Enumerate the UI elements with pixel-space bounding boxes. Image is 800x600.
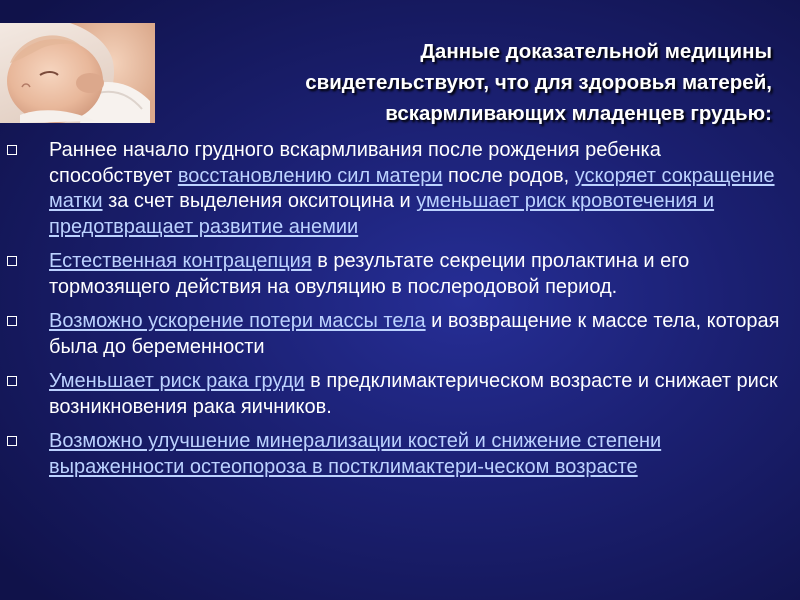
- title-line-3: вскармливающих младенцев грудью:: [385, 102, 772, 125]
- bullet-text: и возвращение к массе тела, которая была до беременности: [49, 310, 780, 358]
- hollow-square-icon: [7, 145, 17, 155]
- hollow-square-icon: [7, 376, 17, 386]
- hollow-square-icon: [7, 436, 17, 446]
- hyperlink-text[interactable]: восстановлению сил матери: [177, 164, 443, 187]
- bullet-text: за счет выделения окситоцина и: [102, 190, 417, 212]
- bullet-text: Раннее начало грудного вскармливания после рождения ребенка способствует: [49, 139, 661, 187]
- bullet-item-contraception: [0, 249, 800, 300]
- bullet-text: в результате секреции пролактина и его тормозящего действия на овуляцию в послеродовой период.: [49, 250, 690, 298]
- hyperlink-text[interactable]: Возможно ускорение потери массы тела: [49, 310, 426, 332]
- hyperlink-text[interactable]: ускоряет сокращение матки: [49, 164, 775, 212]
- hyperlink-text[interactable]: Естественная контрацепция: [49, 250, 312, 272]
- title-line-1: Данные доказательной медицины: [420, 40, 772, 63]
- breastfeeding-photo: [0, 23, 155, 123]
- hyperlink-text[interactable]: Возможно улучшение минерализации костей и снижение степени выраженности остеопороза в постклимактери-ческом возрасте: [49, 430, 662, 478]
- title-line-2: свидетельствуют, что для здоровья матерей,: [305, 71, 772, 94]
- hyperlink-text[interactable]: уменьшает риск кровотечения и предотвращает развитие анемии: [49, 190, 715, 238]
- mother-baby-image: [0, 23, 155, 123]
- hollow-square-icon: [7, 256, 17, 266]
- benefits-list: [0, 138, 800, 489]
- slide-title: [160, 36, 772, 129]
- hollow-square-icon: [7, 316, 17, 326]
- bullet-text: после родов,: [442, 164, 575, 187]
- bullet-item-weight-loss: [0, 309, 800, 360]
- bullet-text: в предклимактерическом возрасте и снижает риск возникновения рака яичников.: [49, 370, 778, 418]
- hyperlink-text[interactable]: Уменьшает риск рака груди: [49, 370, 305, 392]
- bullet-item-cancer-risk: [0, 369, 800, 420]
- bullet-item-bone-mineralization: [0, 429, 800, 480]
- bullet-item-recovery: [0, 138, 800, 240]
